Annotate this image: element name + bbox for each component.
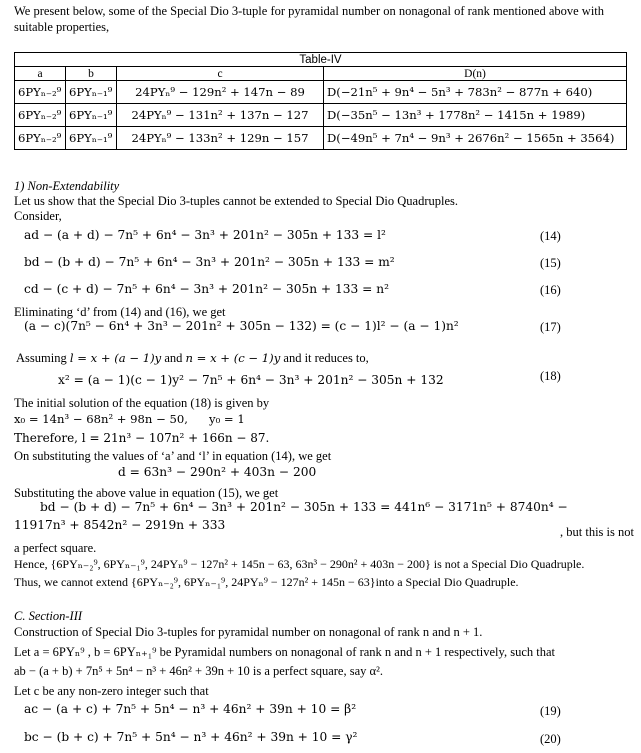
paragraph-line: Consider, [14,209,62,223]
therefore-line: Therefore, l = 21n³ − 107n² + 166n − 87. [14,431,270,445]
table-row [15,104,627,127]
equation-number: (17) [540,320,561,334]
equation-number: (20) [540,732,561,746]
assuming-line [16,350,369,366]
hence-line: Hence, {6PYₙ₋₂⁹, 6PYₙ₋₁⁹, 24PYₙ⁹ − 127n² + 145n − 63, 63n³ − 290n² + 403n − 200} is not a Special Dio Quadruple. [14,557,585,571]
initial-solution-line [14,411,245,427]
table-cell: 6PYₙ₋₁⁹ [66,104,117,127]
paragraph-line: Construction of Special Dio 3-tuples for pyramidal number on nonagonal of rank n and n + 1. [14,625,483,639]
table-cell: 24PYₙ⁹ − 133n² + 129n − 157 [117,127,324,150]
table-cell: D(−21n⁵ + 9n⁴ − 5n³ + 783n² − 877n + 640) [324,81,627,104]
paragraph-line: Let a = 6PYₙ⁹ , b = 6PYₙ₊₁⁹ be Pyramidal numbers on nonagonal of rank n and n + 1 respectively, such that [14,645,555,659]
table-header-c: c [117,67,324,81]
table-header-b: b [66,67,117,81]
x0-value: x₀ = 14n³ − 68n² + 98n − 50, [14,412,188,426]
intro-paragraph: We present below, some of the Special Dio 3-tuple for pyramidal number on nonagonal of rank mentioned above with suitable properties, [14,4,605,34]
equation-d: d = 63n³ − 290n² + 403n − 200 [118,465,317,479]
paragraph-line: a perfect square. [14,541,97,555]
equation-number: (15) [540,256,561,270]
equation-number: (18) [540,369,561,383]
equation-20: bc − (b + c) + 7n⁵ + 5n⁴ − n³ + 46n² + 39n + 10 = γ² [24,730,358,744]
table-cell: 24PYₙ⁹ − 131n² + 137n − 127 [117,104,324,127]
table-cell: 6PYₙ₋₁⁹ [66,81,117,104]
equation-15: bd − (b + d) − 7n⁵ + 6n⁴ − 3n³ + 201n² − 305n + 133 = m² [24,255,395,269]
table-cell: 6PYₙ₋₂⁹ [15,104,66,127]
paragraph-line: On substituting the values of ‘a’ and ‘l’ in equation (14), we get [14,449,332,463]
paragraph-line: Let c be any non-zero integer such that [14,684,209,698]
equation-number: (19) [540,704,561,718]
paragraph-line: The initial solution of the equation (18) is given by [14,396,270,410]
table-iv [14,52,627,150]
paragraph-line: ab − (a + b) + 7n⁵ + 5n⁴ − n³ + 46n² + 39n + 10 is a perfect square, say α². [14,664,383,678]
assumption-l: l = x + (a − 1)y [69,351,162,365]
table-cell: D(−35n⁵ − 13n³ + 1778n² − 1415n + 1989) [324,104,627,127]
but-this-is-not: , but this is not [560,525,634,539]
y0-value: y₀ = 1 [209,412,245,426]
assuming-and: and [164,351,183,365]
paragraph-line: Let us show that the Special Dio 3-tuples cannot be extended to Special Dio Quadruples. [14,194,458,208]
equation-14: ad − (a + d) − 7n⁵ + 6n⁴ − 3n³ + 201n² − 305n + 133 = l² [24,228,386,242]
section-heading-non-extendability: 1) Non-Extendability [14,179,120,193]
assumption-n: n = x + (c − 1)y [185,351,281,365]
table-row [15,127,627,150]
table-cell: 24PYₙ⁹ − 129n² + 147n − 89 [117,81,324,104]
table-cell: 6PYₙ₋₁⁹ [66,127,117,150]
thus-line: Thus, we cannot extend {6PYₙ₋₂⁹, 6PYₙ₋₁⁹, 24PYₙ⁹ − 127n² + 145n − 63}into a Special Dio Quadruple. [14,575,519,589]
assuming-label: Assuming [16,351,67,365]
table-caption: Table-IV [15,53,627,67]
assuming-tail: and it reduces to, [283,351,369,365]
equation-number: (16) [540,283,561,297]
equation-18: x² = (a − 1)(c − 1)y² − 7n⁵ + 6n⁴ − 3n³ + 201n² − 305n + 132 [58,373,444,387]
equation-long-line1: bd − (b + d) − 7n⁵ + 6n⁴ − 3n³ + 201n² − 305n + 133 = 441n⁶ − 3171n⁵ + 8740n⁴ − [40,500,568,514]
section-heading-section-iii: C. Section-III [14,609,83,623]
equation-long-line2: 11917n³ + 8542n² − 2919n + 333 [14,518,226,532]
paragraph-line: Eliminating ‘d’ from (14) and (16), we get [14,305,226,319]
equation-17: (a − c)(7n⁵ − 6n⁴ + 3n³ − 201n² + 305n − 132) = (c − 1)l² − (a − 1)n² [24,319,459,333]
equation-number: (14) [540,229,561,243]
table-cell: 6PYₙ₋₂⁹ [15,127,66,150]
table-cell: 6PYₙ₋₂⁹ [15,81,66,104]
table-row [15,81,627,104]
table-header-a: a [15,67,66,81]
equation-16: cd − (c + d) − 7n⁵ + 6n⁴ − 3n³ + 201n² − 305n + 133 = n² [24,282,389,296]
table-cell: D(−49n⁵ + 7n⁴ − 9n³ + 2676n² − 1565n + 3564) [324,127,627,150]
table-header-dn: D(n) [324,67,627,81]
equation-19: ac − (a + c) + 7n⁵ + 5n⁴ − n³ + 46n² + 39n + 10 = β² [24,702,357,716]
paragraph-line: Substituting the above value in equation (15), we get [14,486,279,500]
